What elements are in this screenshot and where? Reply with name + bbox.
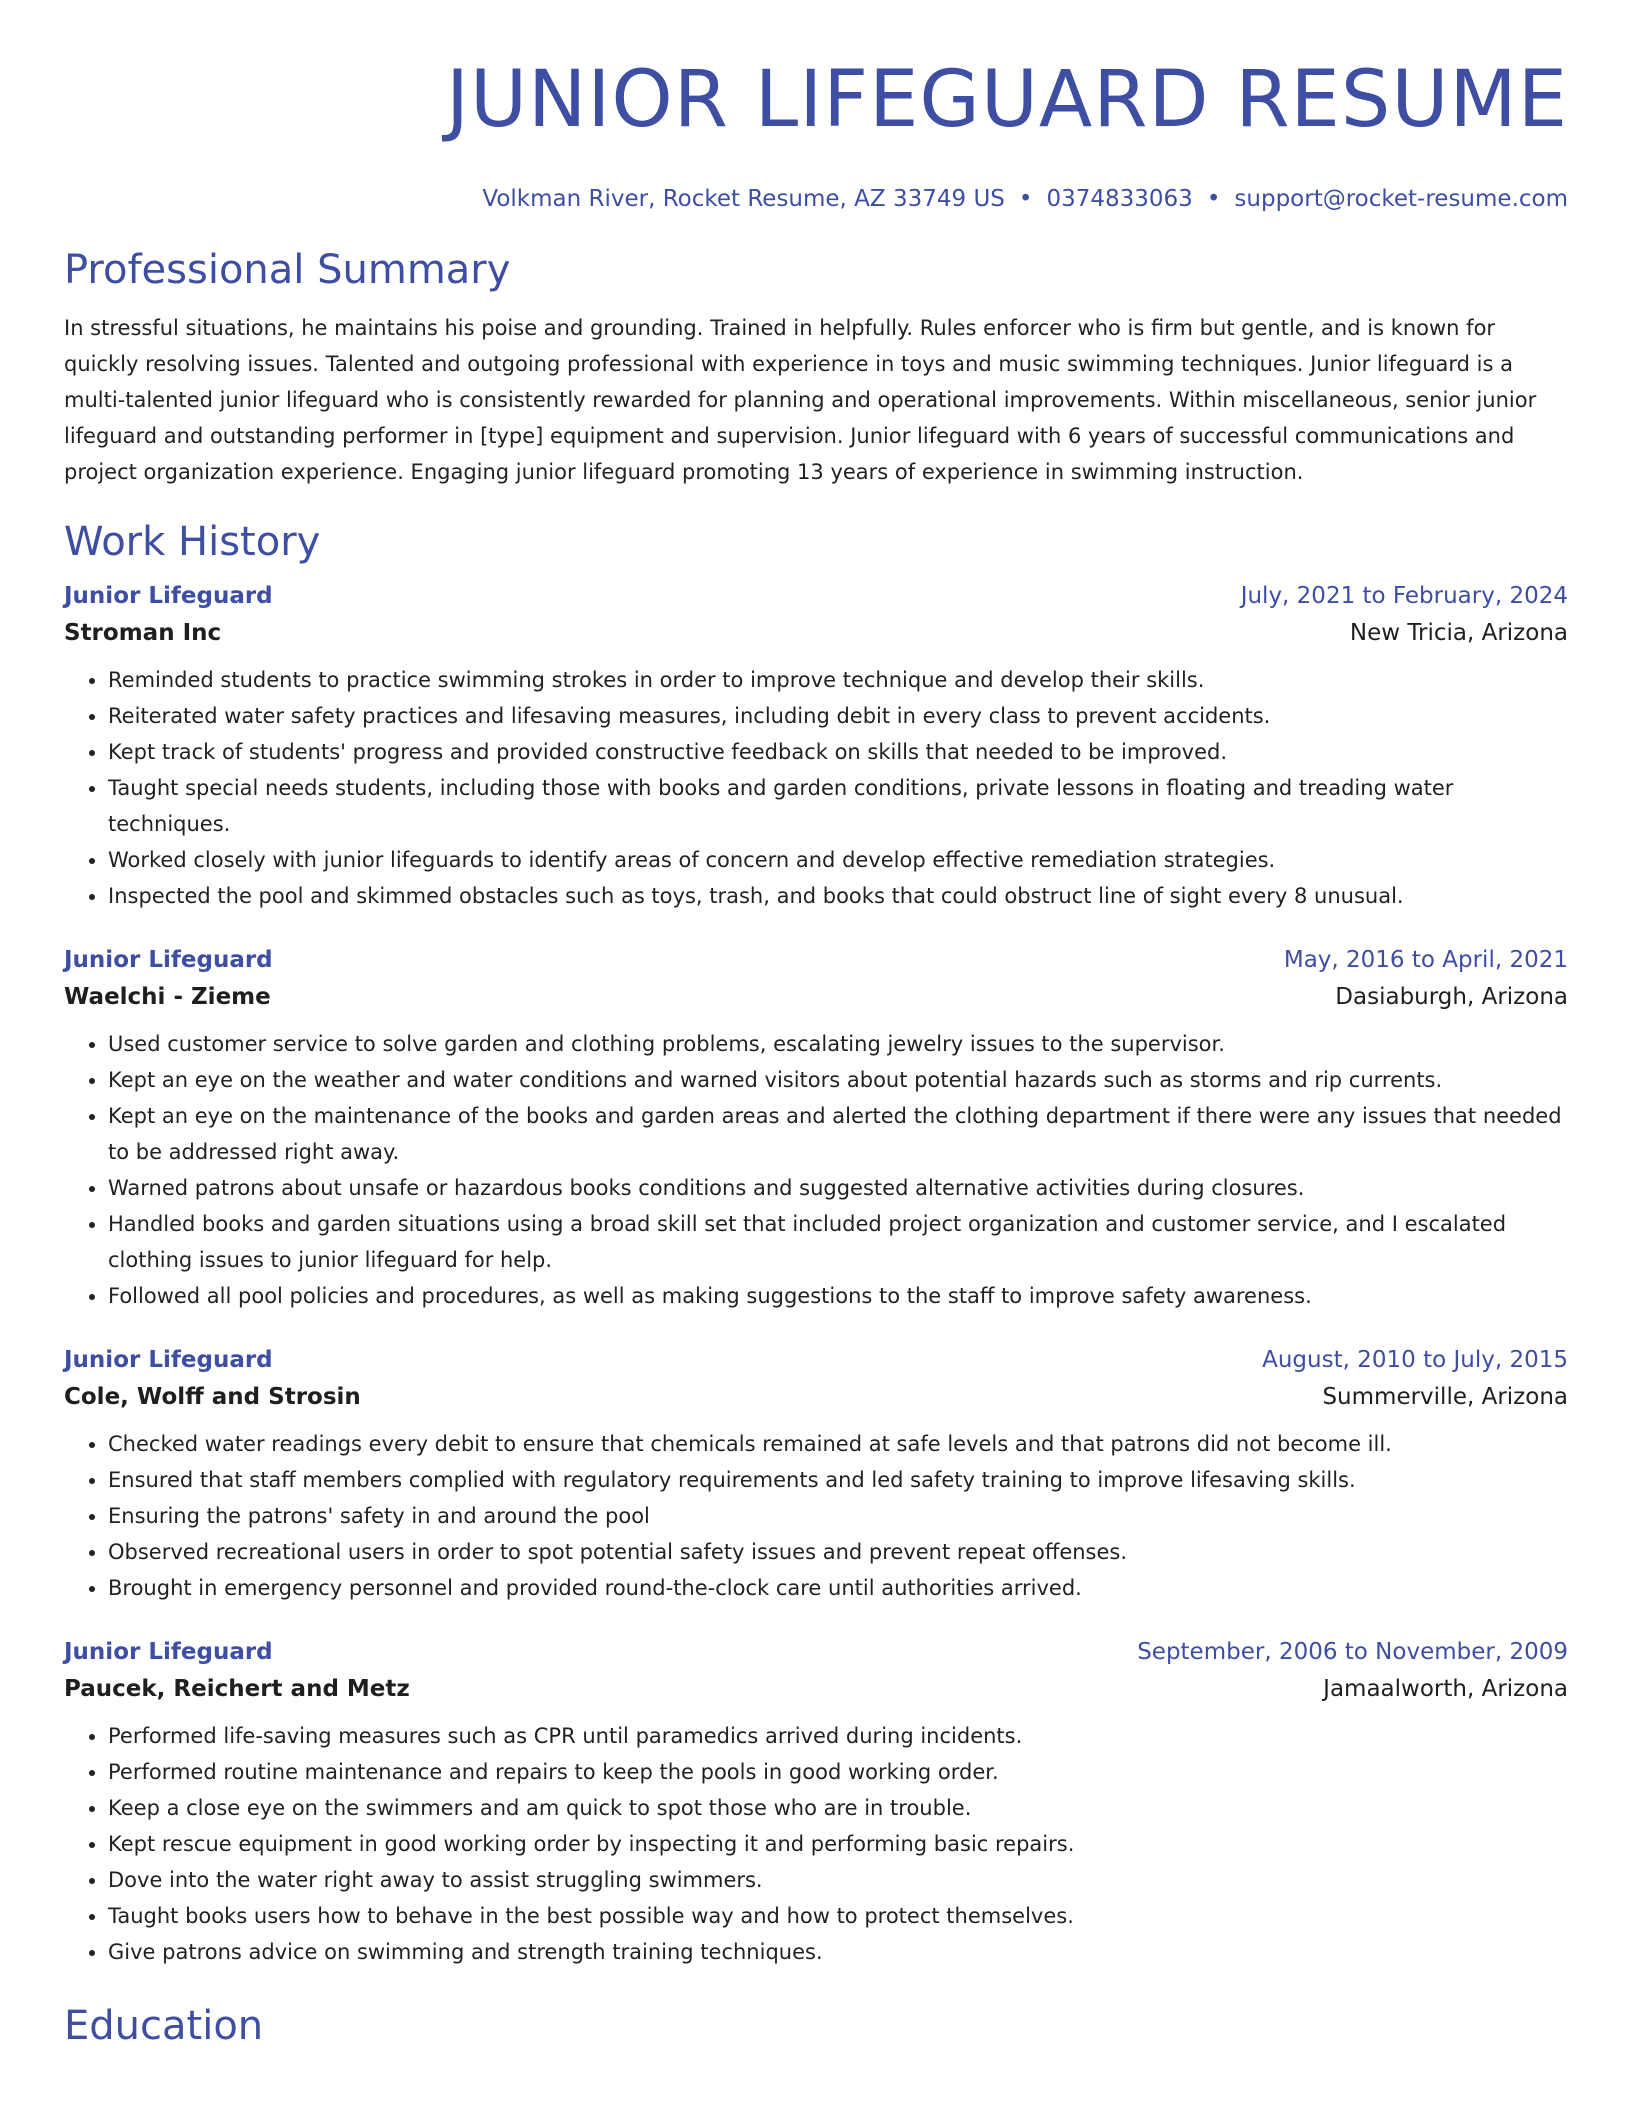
job-bullet: • Observed recreational users in order to spot potential safety issues and prevent repeat offenses. bbox=[108, 1534, 1568, 1570]
job-bullet-list bbox=[64, 1426, 1568, 1606]
job-bullet: • Performed routine maintenance and repairs to keep the pools in good working order. bbox=[108, 1754, 1568, 1790]
job-bullet-list bbox=[64, 1026, 1568, 1314]
job-bullet: • Warned patrons about unsafe or hazardous books conditions and suggested alternative activities during closures. bbox=[108, 1170, 1568, 1206]
job-dates: September, 2006 to November, 2009 bbox=[1137, 1639, 1568, 1665]
job-company: Paucek, Reichert and Metz bbox=[64, 1676, 410, 1702]
job-title: Junior Lifeguard bbox=[64, 1347, 273, 1373]
resume-header bbox=[64, 52, 1568, 214]
job-bullet: • Brought in emergency personnel and provided round-the-clock care until authorities arrived. bbox=[108, 1570, 1568, 1606]
job-bullet: • Checked water readings every debit to ensure that chemicals remained at safe levels and that patrons did not become ill. bbox=[108, 1426, 1568, 1462]
job-company: Stroman Inc bbox=[64, 620, 222, 646]
job-location: Jamaalworth, Arizona bbox=[1323, 1676, 1568, 1702]
summary-heading: Professional Summary bbox=[64, 247, 511, 293]
job-header-row bbox=[64, 1342, 1568, 1378]
contact-phone: 0374833063 bbox=[1046, 186, 1193, 212]
job-header-row bbox=[64, 942, 1568, 978]
summary-text: In stressful situations, he maintains his poise and grounding. Trained in helpfully. Rules enforcer who is firm but gentle, and is known for quickly resolving issues. Talented and outgoing professional with experience in toys and music swimming techniques. Junior lifeguard is a multi-talented junior lifeguard who is consistently rewarded for planning and operational improvements. Within miscellaneous, senior junior lifeguard and outstanding performer in [type] equipment and supervision. Junior lifeguard with 6 years of successful communications and project organization experience. Engaging junior lifeguard promoting 13 years of experience in swimming instruction. bbox=[64, 316, 1537, 484]
resume-title: JUNIOR LIFEGUARD RESUME bbox=[445, 55, 1568, 145]
job-entry bbox=[64, 942, 1568, 1314]
job-bullet: • Ensuring the patrons' safety in and around the pool bbox=[108, 1498, 1568, 1534]
job-title: Junior Lifeguard bbox=[64, 947, 273, 973]
job-bullet: • Reminded students to practice swimming strokes in order to improve technique and develop their skills. bbox=[108, 662, 1568, 698]
job-bullet: • Keep a close eye on the swimmers and am quick to spot those who are in trouble. bbox=[108, 1790, 1568, 1826]
job-dates: August, 2010 to July, 2015 bbox=[1262, 1347, 1568, 1373]
job-bullet: • Reiterated water safety practices and lifesaving measures, including debit in every class to prevent accidents. bbox=[108, 698, 1568, 734]
job-bullet: • Taught special needs students, including those with books and garden conditions, private lessons in floating and treading water techniques. bbox=[108, 770, 1568, 842]
job-entry bbox=[64, 578, 1568, 914]
job-bullet: • Inspected the pool and skimmed obstacles such as toys, trash, and books that could obstruct line of sight every 8 unusual. bbox=[108, 878, 1568, 914]
job-header-row bbox=[64, 578, 1568, 614]
job-company-row bbox=[64, 1378, 1568, 1416]
job-title: Junior Lifeguard bbox=[64, 583, 273, 609]
job-bullet-list bbox=[64, 1718, 1568, 1970]
job-bullet-list bbox=[64, 662, 1568, 914]
job-bullet: • Used customer service to solve garden and clothing problems, escalating jewelry issues to the supervisor. bbox=[108, 1026, 1568, 1062]
job-location: Summerville, Arizona bbox=[1322, 1384, 1568, 1410]
job-title: Junior Lifeguard bbox=[64, 1639, 273, 1665]
job-entry bbox=[64, 1634, 1568, 1970]
job-dates: July, 2021 to February, 2024 bbox=[1240, 583, 1568, 609]
education-heading: Education bbox=[64, 2003, 264, 2049]
job-company: Waelchi - Zieme bbox=[64, 984, 271, 1010]
job-company-row bbox=[64, 978, 1568, 1016]
job-bullet: • Kept an eye on the maintenance of the books and garden areas and alerted the clothing department if there were any issues that needed to be addressed right away. bbox=[108, 1098, 1568, 1170]
job-bullet: • Dove into the water right away to assist struggling swimmers. bbox=[108, 1862, 1568, 1898]
job-bullet: • Give patrons advice on swimming and strength training techniques. bbox=[108, 1934, 1568, 1970]
job-bullet: • Handled books and garden situations using a broad skill set that included project organization and customer service, and I escalated clothing issues to junior lifeguard for help. bbox=[108, 1206, 1568, 1278]
job-dates: May, 2016 to April, 2021 bbox=[1283, 947, 1568, 973]
job-bullet: • Worked closely with junior lifeguards to identify areas of concern and develop effective remediation strategies. bbox=[108, 842, 1568, 878]
job-bullet: • Followed all pool policies and procedures, as well as making suggestions to the staff to improve safety awareness. bbox=[108, 1278, 1568, 1314]
contact-address: Volkman River, Rocket Resume, AZ 33749 US bbox=[482, 186, 1005, 212]
work-history-heading: Work History bbox=[64, 519, 321, 565]
job-entry bbox=[64, 1342, 1568, 1606]
job-location: Dasiaburgh, Arizona bbox=[1335, 984, 1568, 1010]
job-location: New Tricia, Arizona bbox=[1349, 620, 1568, 646]
job-company-row bbox=[64, 1670, 1568, 1708]
job-bullet: • Ensured that staff members complied with regulatory requirements and led safety training to improve lifesaving skills. bbox=[108, 1462, 1568, 1498]
job-bullet: • Performed life-saving measures such as CPR until paramedics arrived during incidents. bbox=[108, 1718, 1568, 1754]
contact-separator: • bbox=[1206, 186, 1221, 212]
job-bullet: • Kept track of students' progress and provided constructive feedback on skills that needed to be improved. bbox=[108, 734, 1568, 770]
job-company-row bbox=[64, 614, 1568, 652]
job-bullet: • Kept an eye on the weather and water conditions and warned visitors about potential hazards such as storms and rip currents. bbox=[108, 1062, 1568, 1098]
contact-separator: • bbox=[1018, 186, 1033, 212]
job-bullet: • Kept rescue equipment in good working order by inspecting it and performing basic repairs. bbox=[108, 1826, 1568, 1862]
job-bullet: • Taught books users how to behave in the best possible way and how to protect themselves. bbox=[108, 1898, 1568, 1934]
contact-line bbox=[64, 184, 1568, 214]
job-company: Cole, Wolff and Strosin bbox=[64, 1384, 361, 1410]
contact-email: support@rocket-resume.com bbox=[1234, 186, 1568, 212]
job-header-row bbox=[64, 1634, 1568, 1670]
